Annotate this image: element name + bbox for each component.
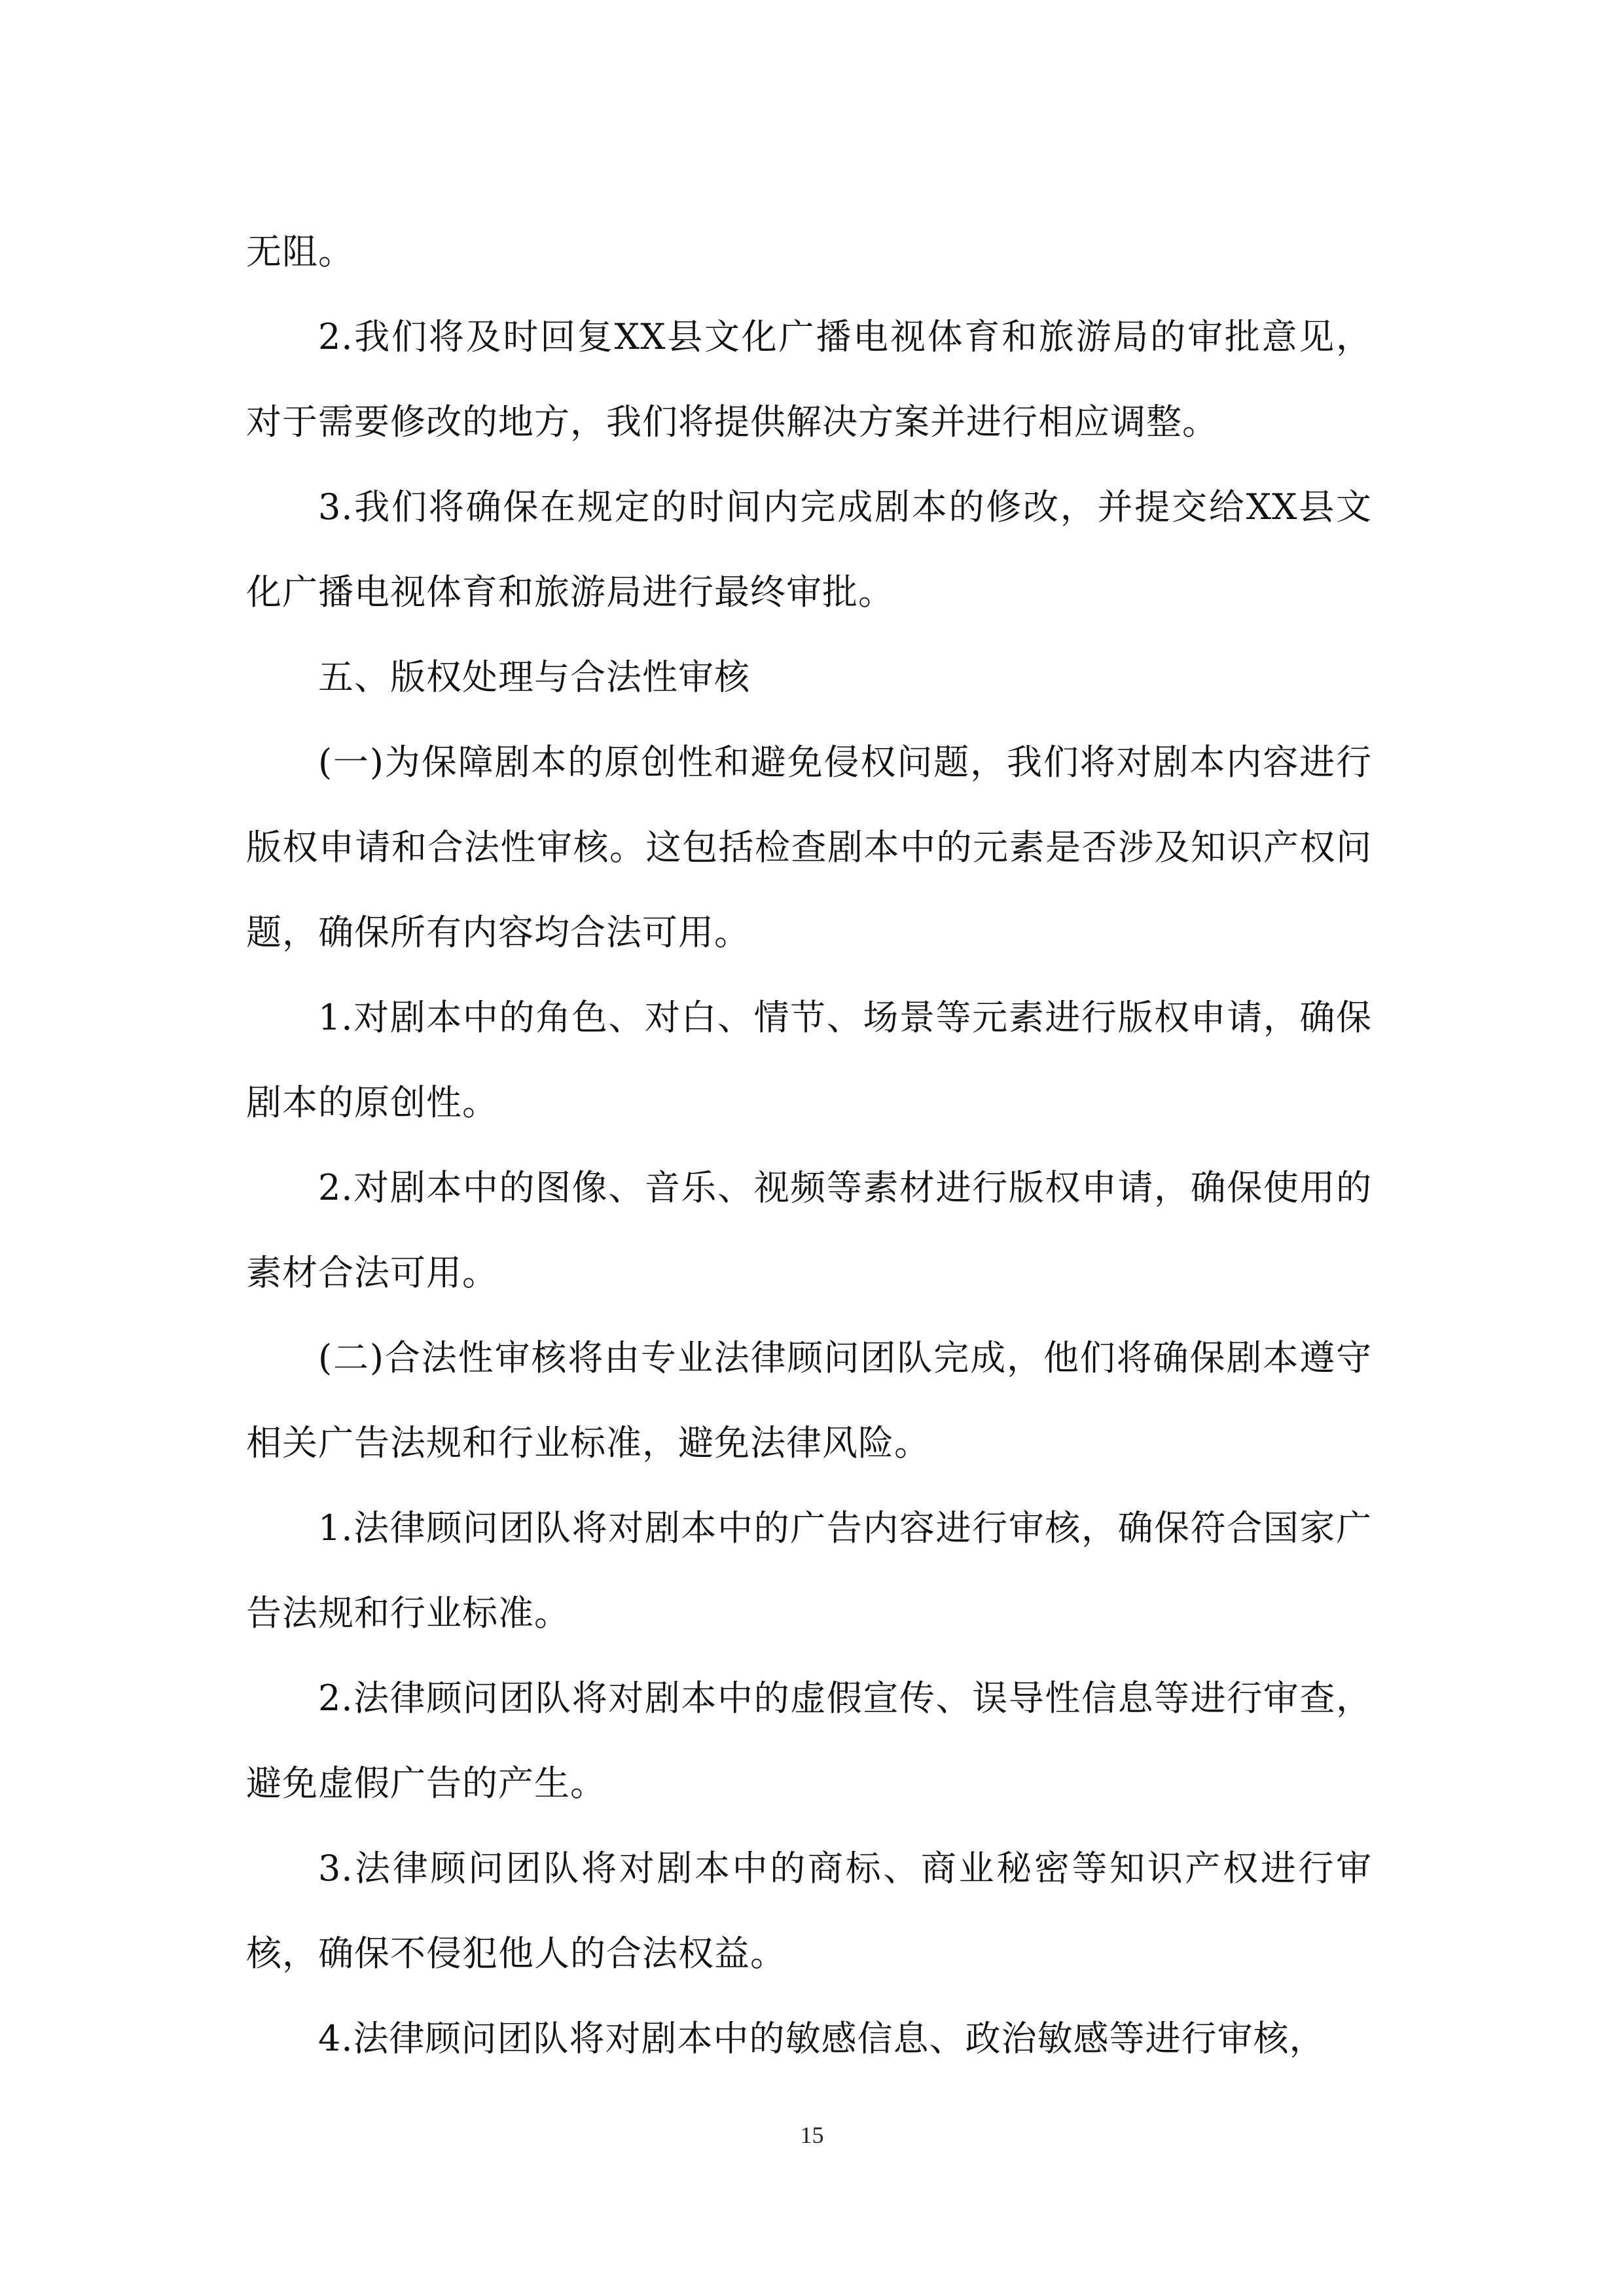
paragraph-item-2-materials: 2.对剧本中的图像、音乐、视频等素材进行版权申请，确保使用的素材合法可用。 [246,1167,1372,1293]
page-number: 15 [800,2122,824,2148]
paragraph-subsection-1: (一)为保障剧本的原创性和避免侵权问题，我们将对剧本内容进行版权申请和合法性审核。这包括检查剧本中的元素是否涉及知识产权问题，确保所有内容均合法可用。 [246,742,1372,953]
paragraph-item-3-revision: 3.我们将确保在规定的时间内完成剧本的修改，并提交给XX县文化广播电视体育和旅游局进行最终审批。 [246,486,1372,613]
paragraph-item-2-false-ads: 2.法律顾问团队将对剧本中的虚假宣传、误导性信息等进行审查，避免虚假广告的产生。 [246,1677,1372,1804]
paragraph-item-1-elements: 1.对剧本中的角色、对白、情节、场景等元素进行版权申请，确保剧本的原创性。 [246,997,1372,1123]
paragraph-item-4-sensitive: 4.法律顾问团队将对剧本中的敏感信息、政治敏感等进行审核， [318,2018,1326,2059]
section-heading-copyright: 五、版权处理与合法性审核 [318,656,750,698]
paragraph-item-3-trademark: 3.法律顾问团队将对剧本中的商标、商业秘密等知识产权进行审核，确保不侵犯他人的合法权益。 [246,1848,1372,1974]
paragraph-subsection-2: (二)合法性审核将由专业法律顾问团队完成，他们将确保剧本遵守相关广告法规和行业标准，避免法律风险。 [246,1337,1372,1463]
paragraph-continuation: 无阻。 [246,231,354,272]
body-text [246,209,1372,2081]
paragraph-item-2-reply: 2.我们将及时回复XX县文化广播电视体育和旅游局的审批意见，对于需要修改的地方，我们将提供解决方案并进行相应调整。 [246,316,1372,442]
paragraph-item-1-ad-content: 1.法律顾问团队将对剧本中的广告内容进行审核，确保符合国家广告法规和行业标准。 [246,1507,1372,1634]
